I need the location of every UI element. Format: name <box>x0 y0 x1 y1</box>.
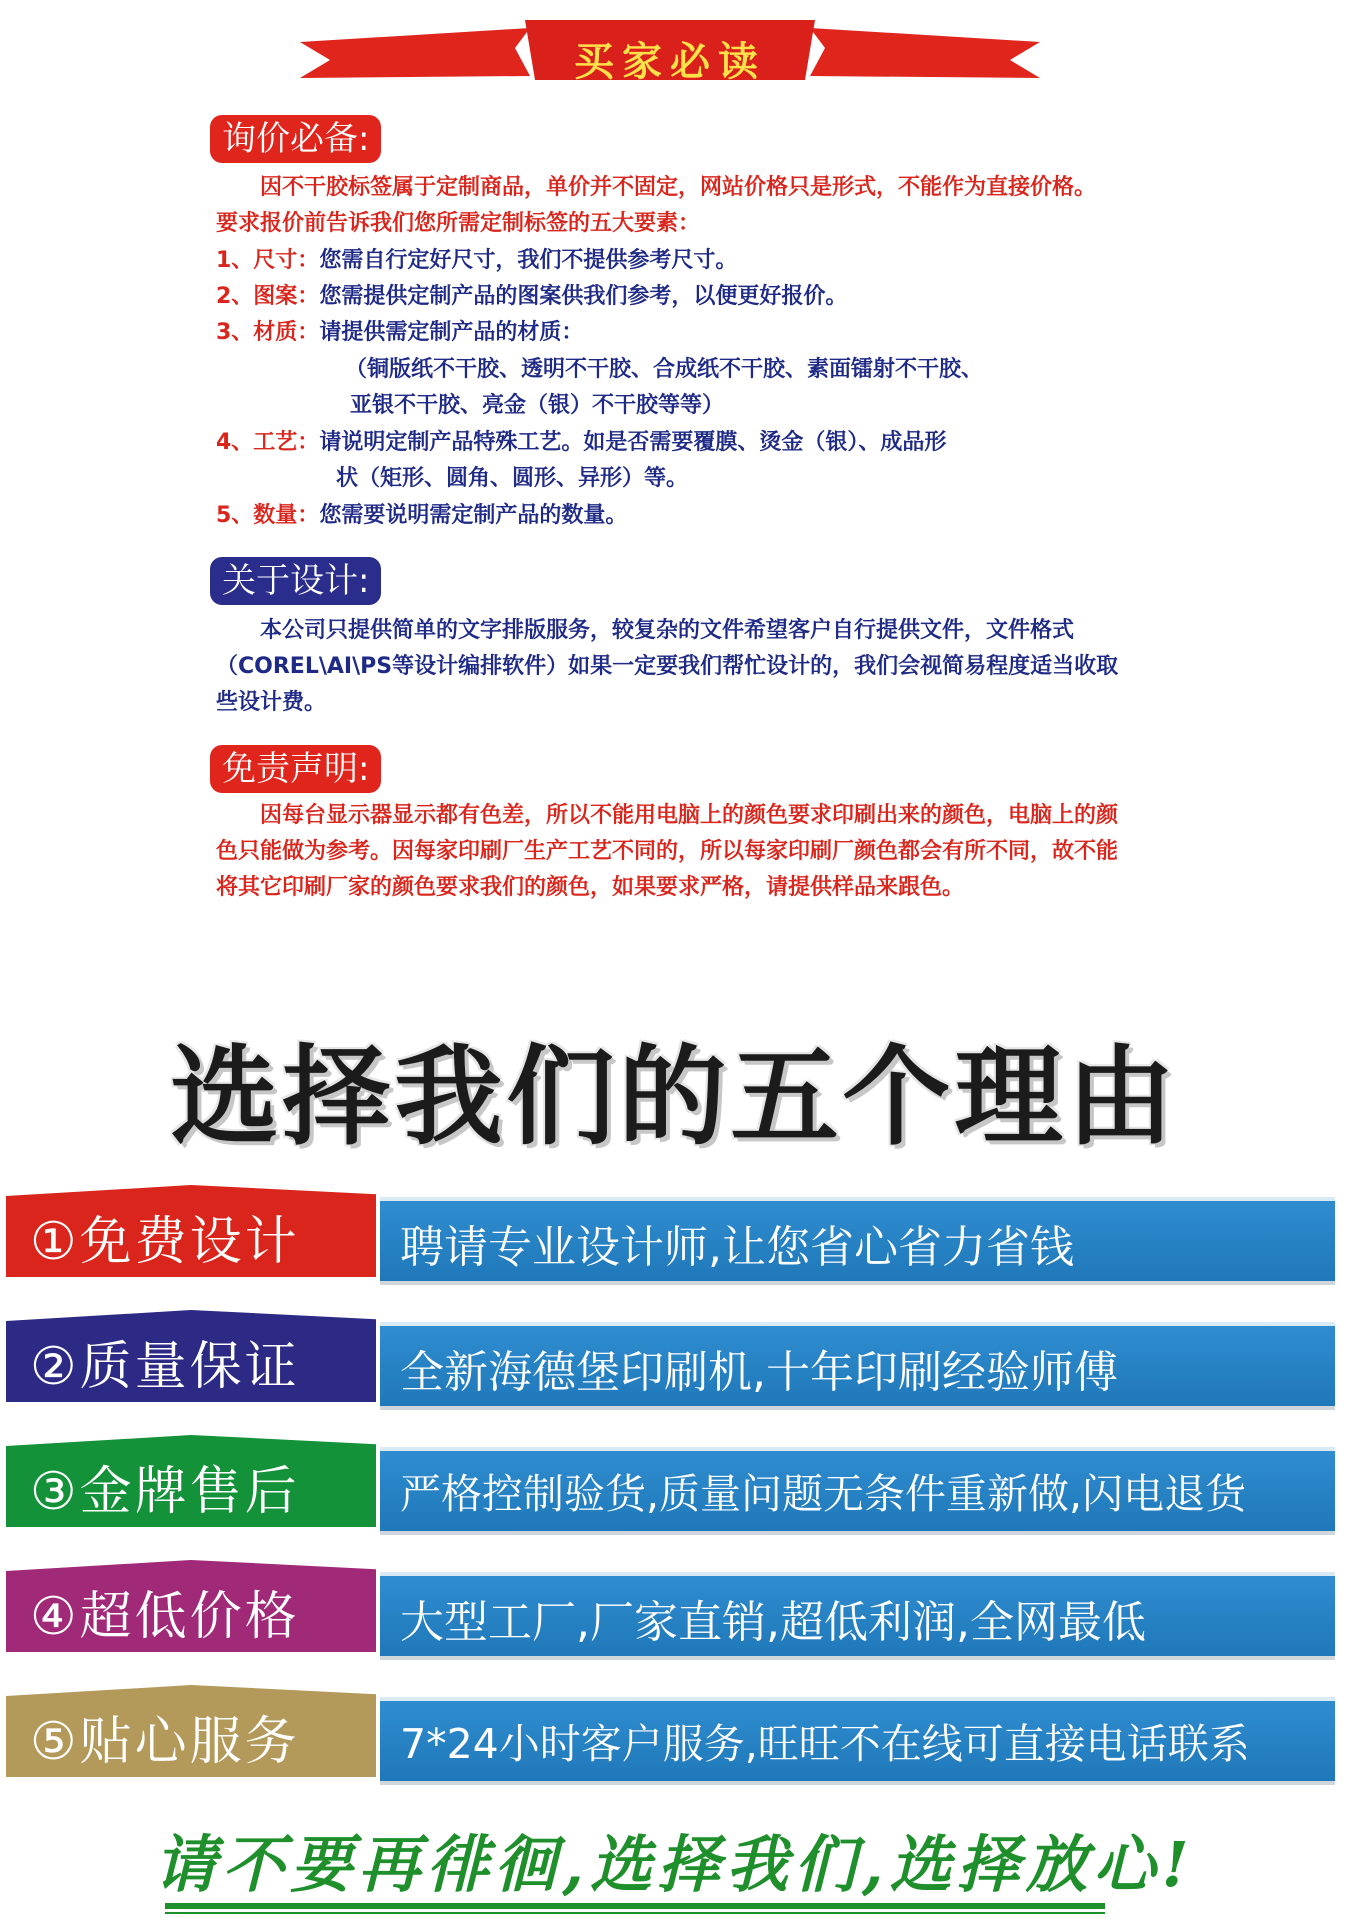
reason-text: 严格控制验货,质量问题无条件重新做,闪电退货 <box>400 1470 1247 1518</box>
reason-label: ④超低价格 <box>30 1587 300 1647</box>
inquiry-intro: 因不干胶标签属于定制商品，单价并不固定，网站价格只是形式，不能作为直接价格。要求报价前告诉我们您所需定制标签的五大要素： <box>216 175 1097 236</box>
footer-slogan: 请不要再徘徊,选择我们,选择放心! <box>154 1828 1195 1901</box>
banner-title: 买家必读 <box>574 39 766 85</box>
reason-row-quality <box>0 1300 1349 1410</box>
reason-text: 全新海德堡印刷机,十年印刷经验师傅 <box>400 1347 1118 1398</box>
inquiry-item-pattern: 2、图案：您需提供定制产品的图案供我们参考，以便更好报价。 <box>216 284 848 309</box>
footer-divider <box>165 1903 1105 1909</box>
reason-row-free-design <box>0 1175 1349 1285</box>
inquiry-item-material-list-1: （铜版纸不干胶、透明不干胶、合成纸不干胶、素面镭射不干胶、 <box>345 357 984 382</box>
reason-text-bar <box>380 1447 1335 1535</box>
inquiry-item-material-list-2: 亚银不干胶、亮金（银）不干胶等等） <box>350 393 725 418</box>
reason-label: ③金牌售后 <box>30 1462 300 1522</box>
footer-divider-thin <box>165 1912 1105 1914</box>
reason-label: ⑤贴心服务 <box>30 1712 300 1772</box>
disclaimer-tag: 免责声明: <box>210 745 381 793</box>
inquiry-tag: 询价必备: <box>210 115 381 163</box>
reason-text: 大型工厂,厂家直销,超低利润,全网最低 <box>400 1597 1146 1648</box>
inquiry-item-size: 1、尺寸：您需自行定好尺寸，我们不提供参考尺寸。 <box>216 248 738 273</box>
reason-text-bar <box>380 1322 1335 1410</box>
design-text: 本公司只提供简单的文字排版服务，较复杂的文件希望客户自行提供文件，文件格式（COREL\AI\PS等设计编排软件）如果一定要我们帮忙设计的，我们会视简易程度适当收取些设计费。 <box>216 618 1119 715</box>
inquiry-item-quantity: 5、数量：您需要说明需定制产品的数量。 <box>216 503 628 528</box>
disclaimer-text: 因每台显示器显示都有色差，所以不能用电脑上的颜色要求印刷出来的颜色，电脑上的颜色只能做为参考。因每家印刷厂生产工艺不同的，所以每家印刷厂颜色都会有所不同，故不能将其它印刷厂家的颜色要求我们的颜色，如果要求严格，请提供样品来跟色。 <box>216 803 1119 900</box>
reason-text: 聘请专业设计师,让您省心省力省钱 <box>400 1222 1074 1273</box>
top-banner <box>300 18 1040 88</box>
inquiry-item-material: 3、材质：请提供需定制产品的材质： <box>216 320 584 345</box>
design-tag: 关于设计: <box>210 557 381 605</box>
reason-row-service <box>0 1675 1349 1785</box>
inquiry-item-craft-2: 状（矩形、圆角、圆形、异形）等。 <box>336 466 689 491</box>
five-reasons-heading: 选择我们的五个理由 <box>170 1035 1179 1160</box>
reason-row-low-price <box>0 1550 1349 1660</box>
reason-text: 7*24小时客户服务,旺旺不在线可直接电话联系 <box>400 1720 1250 1768</box>
reason-text-bar <box>380 1697 1335 1785</box>
inquiry-item-craft: 4、工艺：请说明定制产品特殊工艺。如是否需要覆膜、烫金（银）、成品形 <box>216 430 947 455</box>
reason-label: ①免费设计 <box>30 1212 300 1272</box>
reason-text-bar <box>380 1572 1335 1660</box>
reason-label: ②质量保证 <box>30 1337 300 1397</box>
reason-row-after-sales <box>0 1425 1349 1535</box>
reason-text-bar <box>380 1197 1335 1285</box>
